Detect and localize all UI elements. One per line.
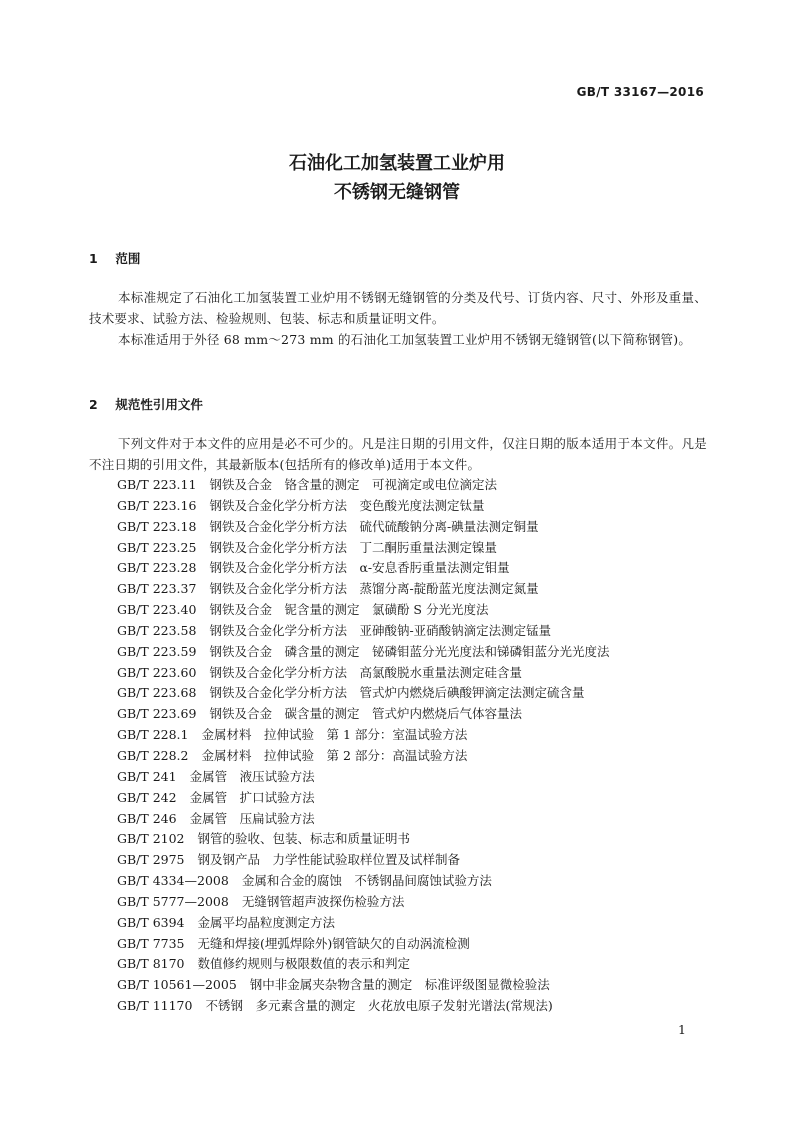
reference-item — [117, 767, 609, 788]
reference-code: GB/T 223.60 — [117, 664, 197, 680]
reference-code: GB/T 223.28 — [117, 560, 197, 576]
reference-code: GB/T 2975 — [117, 852, 185, 868]
reference-item — [117, 809, 609, 830]
reference-title: 钢铁及合金 铌含量的测定 氯磺酚 S 分光光度法 — [209, 602, 489, 618]
reference-item — [117, 621, 609, 642]
reference-code: GB/T 223.59 — [117, 643, 197, 659]
reference-title: 钢铁及合金化学分析方法 变色酸光度法测定钛量 — [209, 497, 485, 513]
reference-title: 钢铁及合金化学分析方法 亚砷酸钠-亚硝酸钠滴定法测定锰量 — [209, 622, 552, 638]
reference-item — [117, 934, 609, 955]
section-1-title: 范围 — [115, 251, 141, 266]
reference-code: GB/T 4334—2008 — [117, 873, 229, 889]
reference-title: 不锈钢 多元素含量的测定 火花放电原子发射光谱法(常规法) — [205, 998, 553, 1014]
reference-code: GB/T 223.18 — [117, 518, 197, 534]
reference-title: 钢铁及合金化学分析方法 丁二酮肟重量法测定镍量 — [209, 539, 497, 555]
reference-item — [117, 725, 609, 746]
reference-code: GB/T 241 — [117, 768, 177, 784]
reference-code: GB/T 223.69 — [117, 706, 197, 722]
title-line-1: 石油化工加氢装置工业炉用 — [289, 153, 505, 174]
reference-title: 钢及钢产品 力学性能试验取样位置及试样制备 — [197, 852, 461, 868]
reference-code: GB/T 223.16 — [117, 497, 197, 513]
reference-title: 钢铁及合金 铬含量的测定 可视滴定或电位滴定法 — [209, 477, 497, 492]
reference-title: 钢铁及合金化学分析方法 管式炉内燃烧后碘酸钾滴定法测定硫含量 — [209, 685, 585, 701]
reference-title: 金属管 压扁试验方法 — [189, 810, 315, 826]
page-number: 1 — [678, 1022, 686, 1037]
reference-code: GB/T 228.1 — [117, 727, 189, 743]
reference-title: 金属管 扩口试验方法 — [189, 789, 315, 805]
reference-code: GB/T 5777—2008 — [117, 893, 229, 909]
document-title — [0, 149, 794, 207]
reference-title: 金属平均晶粒度测定方法 — [197, 914, 336, 930]
reference-code: GB/T 2102 — [117, 831, 185, 847]
scope-paragraph-2: 本标准适用于外径 68 mm～273 mm 的石油化工加氢装置工业炉用不锈钢无缝钢管(以下简称钢管)。 — [118, 332, 692, 347]
reference-item — [117, 871, 609, 892]
section-1-heading — [89, 249, 140, 267]
reference-title: 钢管的验收、包装、标志和质量证明书 — [197, 831, 411, 847]
reference-item — [117, 558, 609, 579]
reference-title: 钢中非金属夹杂物含量的测定 标准评级图显微检验法 — [249, 977, 550, 993]
reference-code: GB/T 11170 — [117, 998, 193, 1014]
reference-code: GB/T 10561—2005 — [117, 977, 237, 993]
reference-item — [117, 892, 609, 913]
reference-item — [117, 538, 609, 559]
reference-title: 钢铁及合金化学分析方法 硫代硫酸钠分离-碘量法测定铜量 — [209, 518, 539, 534]
reference-item — [117, 517, 609, 538]
reference-title: 钢铁及合金 磷含量的测定 铋磷钼蓝分光光度法和锑磷钼蓝分光光度法 — [209, 643, 610, 659]
reference-title: 金属和合金的腐蚀 不锈钢晶间腐蚀试验方法 — [241, 873, 492, 889]
reference-code: GB/T 6394 — [117, 914, 185, 930]
reference-title: 金属材料 拉伸试验 第 2 部分：高温试验方法 — [201, 747, 468, 763]
reference-title: 钢铁及合金化学分析方法 蒸馏分离-靛酚蓝光度法测定氮量 — [209, 581, 539, 597]
reference-title: 金属材料 拉伸试验 第 1 部分：室温试验方法 — [201, 727, 468, 743]
reference-title: 数值修约规则与极限数值的表示和判定 — [197, 956, 411, 972]
reference-item — [117, 475, 609, 496]
reference-title: 钢铁及合金化学分析方法 高氯酸脱水重量法测定硅含量 — [209, 664, 522, 680]
reference-code: GB/T 223.58 — [117, 622, 197, 638]
reference-item — [117, 788, 609, 809]
reference-title: 金属管 液压试验方法 — [189, 768, 315, 784]
reference-item — [117, 996, 609, 1017]
reference-item — [117, 663, 609, 684]
reference-code: GB/T 242 — [117, 789, 177, 805]
reference-item — [117, 829, 609, 850]
reference-list — [117, 475, 609, 1017]
reference-code: GB/T 223.25 — [117, 539, 197, 555]
section-2-title: 规范性引用文件 — [115, 397, 203, 412]
reference-title: 钢铁及合金 碳含量的测定 管式炉内燃烧后气体容量法 — [209, 706, 522, 722]
scope-paragraph-1: 本标准规定了石油化工加氢装置工业炉用不锈钢无缝钢管的分类及代号、订货内容、尺寸、外形及重量、技术要求、试验方法、检验规则、包装、标志和质量证明文件。 — [89, 290, 707, 326]
references-intro: 下列文件对于本文件的应用是必不可少的。凡是注日期的引用文件，仅注日期的版本适用于本文件。凡是不注日期的引用文件，其最新版本(包括所有的修改单)适用于本文件。 — [89, 436, 707, 472]
reference-title: 钢铁及合金化学分析方法 α-安息香肟重量法测定钼量 — [209, 560, 510, 576]
reference-item — [117, 975, 609, 996]
reference-item — [117, 954, 609, 975]
reference-code: GB/T 223.11 — [117, 477, 197, 492]
reference-item — [117, 600, 609, 621]
reference-code: GB/T 8170 — [117, 956, 185, 972]
standard-code: GB/T 33167—2016 — [576, 85, 704, 99]
section-1-number: 1 — [89, 251, 98, 266]
reference-code: GB/T 223.40 — [117, 602, 197, 618]
reference-item — [117, 579, 609, 600]
reference-item — [117, 746, 609, 767]
reference-code: GB/T 223.68 — [117, 685, 197, 701]
section-2-heading — [89, 395, 203, 413]
reference-code: GB/T 246 — [117, 810, 177, 826]
reference-code: GB/T 7735 — [117, 935, 185, 951]
reference-item — [117, 642, 609, 663]
reference-item — [117, 704, 609, 725]
reference-title: 无缝和焊接(埋弧焊除外)钢管缺欠的自动涡流检测 — [197, 935, 470, 951]
title-line-2: 不锈钢无缝钢管 — [334, 182, 460, 203]
reference-item — [117, 683, 609, 704]
reference-item — [117, 496, 609, 517]
reference-code: GB/T 223.37 — [117, 581, 197, 597]
reference-title: 无缝钢管超声波探伤检验方法 — [241, 893, 405, 909]
section-2-number: 2 — [89, 397, 98, 412]
reference-code: GB/T 228.2 — [117, 747, 189, 763]
reference-item — [117, 850, 609, 871]
reference-item — [117, 913, 609, 934]
